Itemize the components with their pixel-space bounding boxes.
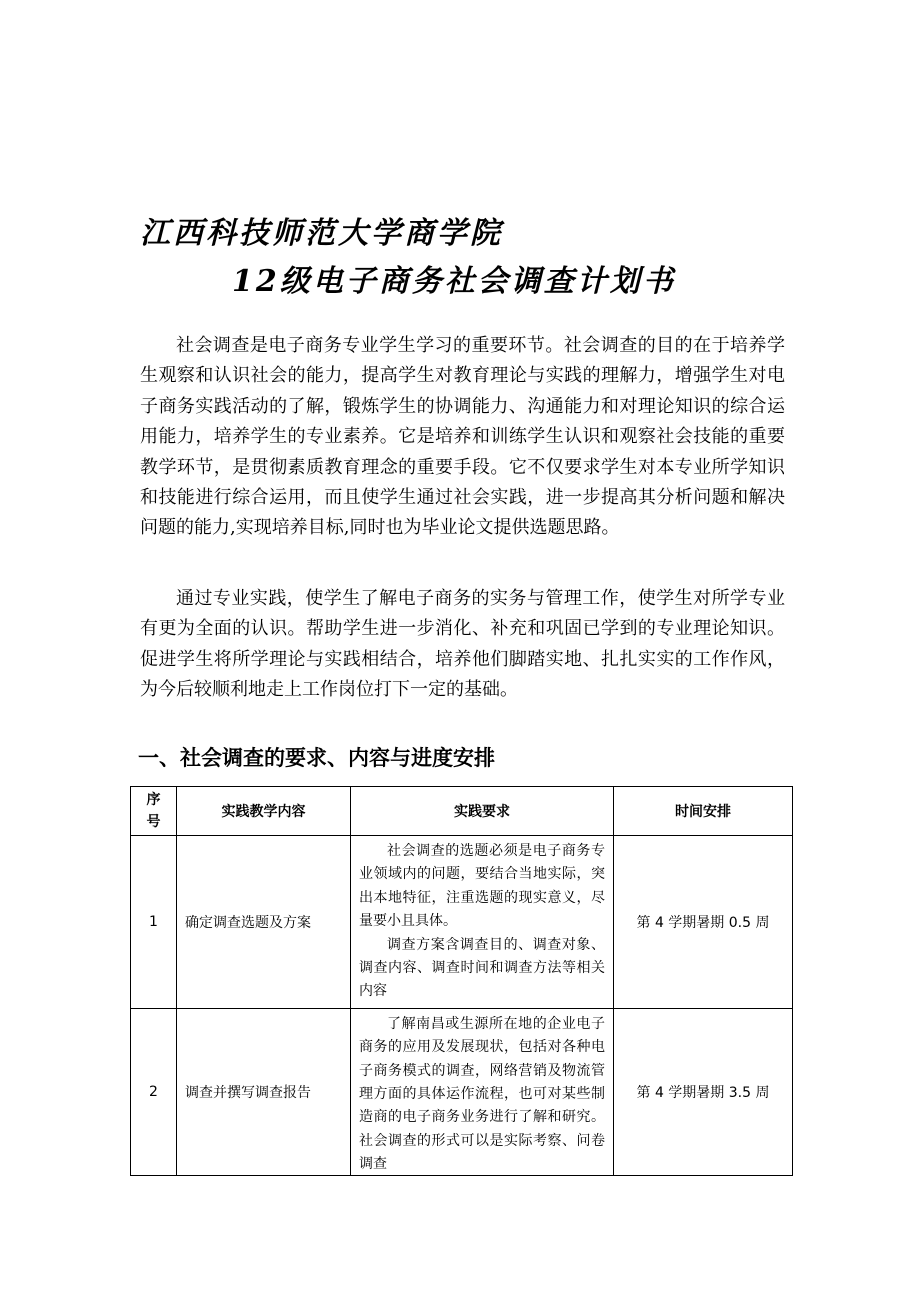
row-content: 确定调查选题及方案 — [177, 836, 351, 1009]
row-content: 调查并撰写调查报告 — [177, 1008, 351, 1175]
document-subtitle: 12级电子商务社会调查计划书 — [232, 264, 676, 299]
header-content: 实践教学内容 — [177, 787, 351, 836]
table-header-row — [131, 787, 793, 836]
document-title: 江西科技师范大学商学院 — [140, 216, 503, 251]
row-time: 第 4 学期暑期 0.5 周 — [614, 836, 793, 1009]
row-time: 第 4 学期暑期 3.5 周 — [614, 1008, 793, 1175]
header-no: 序号 — [131, 787, 177, 836]
header-time: 时间安排 — [614, 787, 793, 836]
intro-paragraph-2: 通过专业实践，使学生了解电子商务的实务与管理工作，使学生对所学专业有更为全面的认识。帮助学生进一步消化、补充和巩固已学到的专业理论知识。促进学生将所学理论与实践相结合，培养他们脚踏实地、扎扎实实的工作作风，为今后较顺利地走上工作岗位打下一定的基础。 — [140, 588, 785, 701]
row-no: 2 — [131, 1008, 177, 1175]
row-requirement — [351, 836, 614, 1009]
row-requirement — [351, 1008, 614, 1175]
header-requirement: 实践要求 — [351, 787, 614, 836]
row-no: 1 — [131, 836, 177, 1009]
schedule-table — [130, 786, 793, 1176]
section-heading: 一、社会调查的要求、内容与进度安排 — [138, 746, 495, 770]
requirement-text: 调查方案含调查目的、调查对象、调查内容、调查时间和调查方法等相关内容 — [359, 936, 605, 1000]
requirement-text: 社会调查的选题必须是电子商务专业领域内的问题，要结合当地实际，突出本地特征，注重选题的现实意义，尽量要小且具体。 — [359, 843, 605, 930]
requirement-text: 了解南昌或生源所在地的企业电子商务的应用及发展现状，包括对各种电子商务模式的调查，网络营销及物流管理方面的具体运作流程，也可对某些制造商的电子商务业务进行了解和研究。社会调查的形式可以是实际考察、问卷调查 — [359, 1015, 605, 1173]
intro-paragraph-1: 社会调查是电子商务专业学生学习的重要环节。社会调查的目的在于培养学生观察和认识社会的能力，提高学生对教育理论与实践的理解力，增强学生对电子商务实践活动的了解，锻炼学生的协调能力、沟通能力和对理论知识的综合运用能力，培养学生的专业素养。它是培养和训练学生认识和观察社会技能的重要教学环节，是贯彻素质教育理念的重要手段。它不仅要求学生对本专业所学知识和技能进行综合运用，而且使学生通过社会实践，进一步提高其分析问题和解决问题的能力,实现培养目标,同时也为毕业论文提供选题思路。 — [140, 335, 785, 539]
table-row — [131, 836, 793, 1009]
table-row — [131, 1008, 793, 1175]
